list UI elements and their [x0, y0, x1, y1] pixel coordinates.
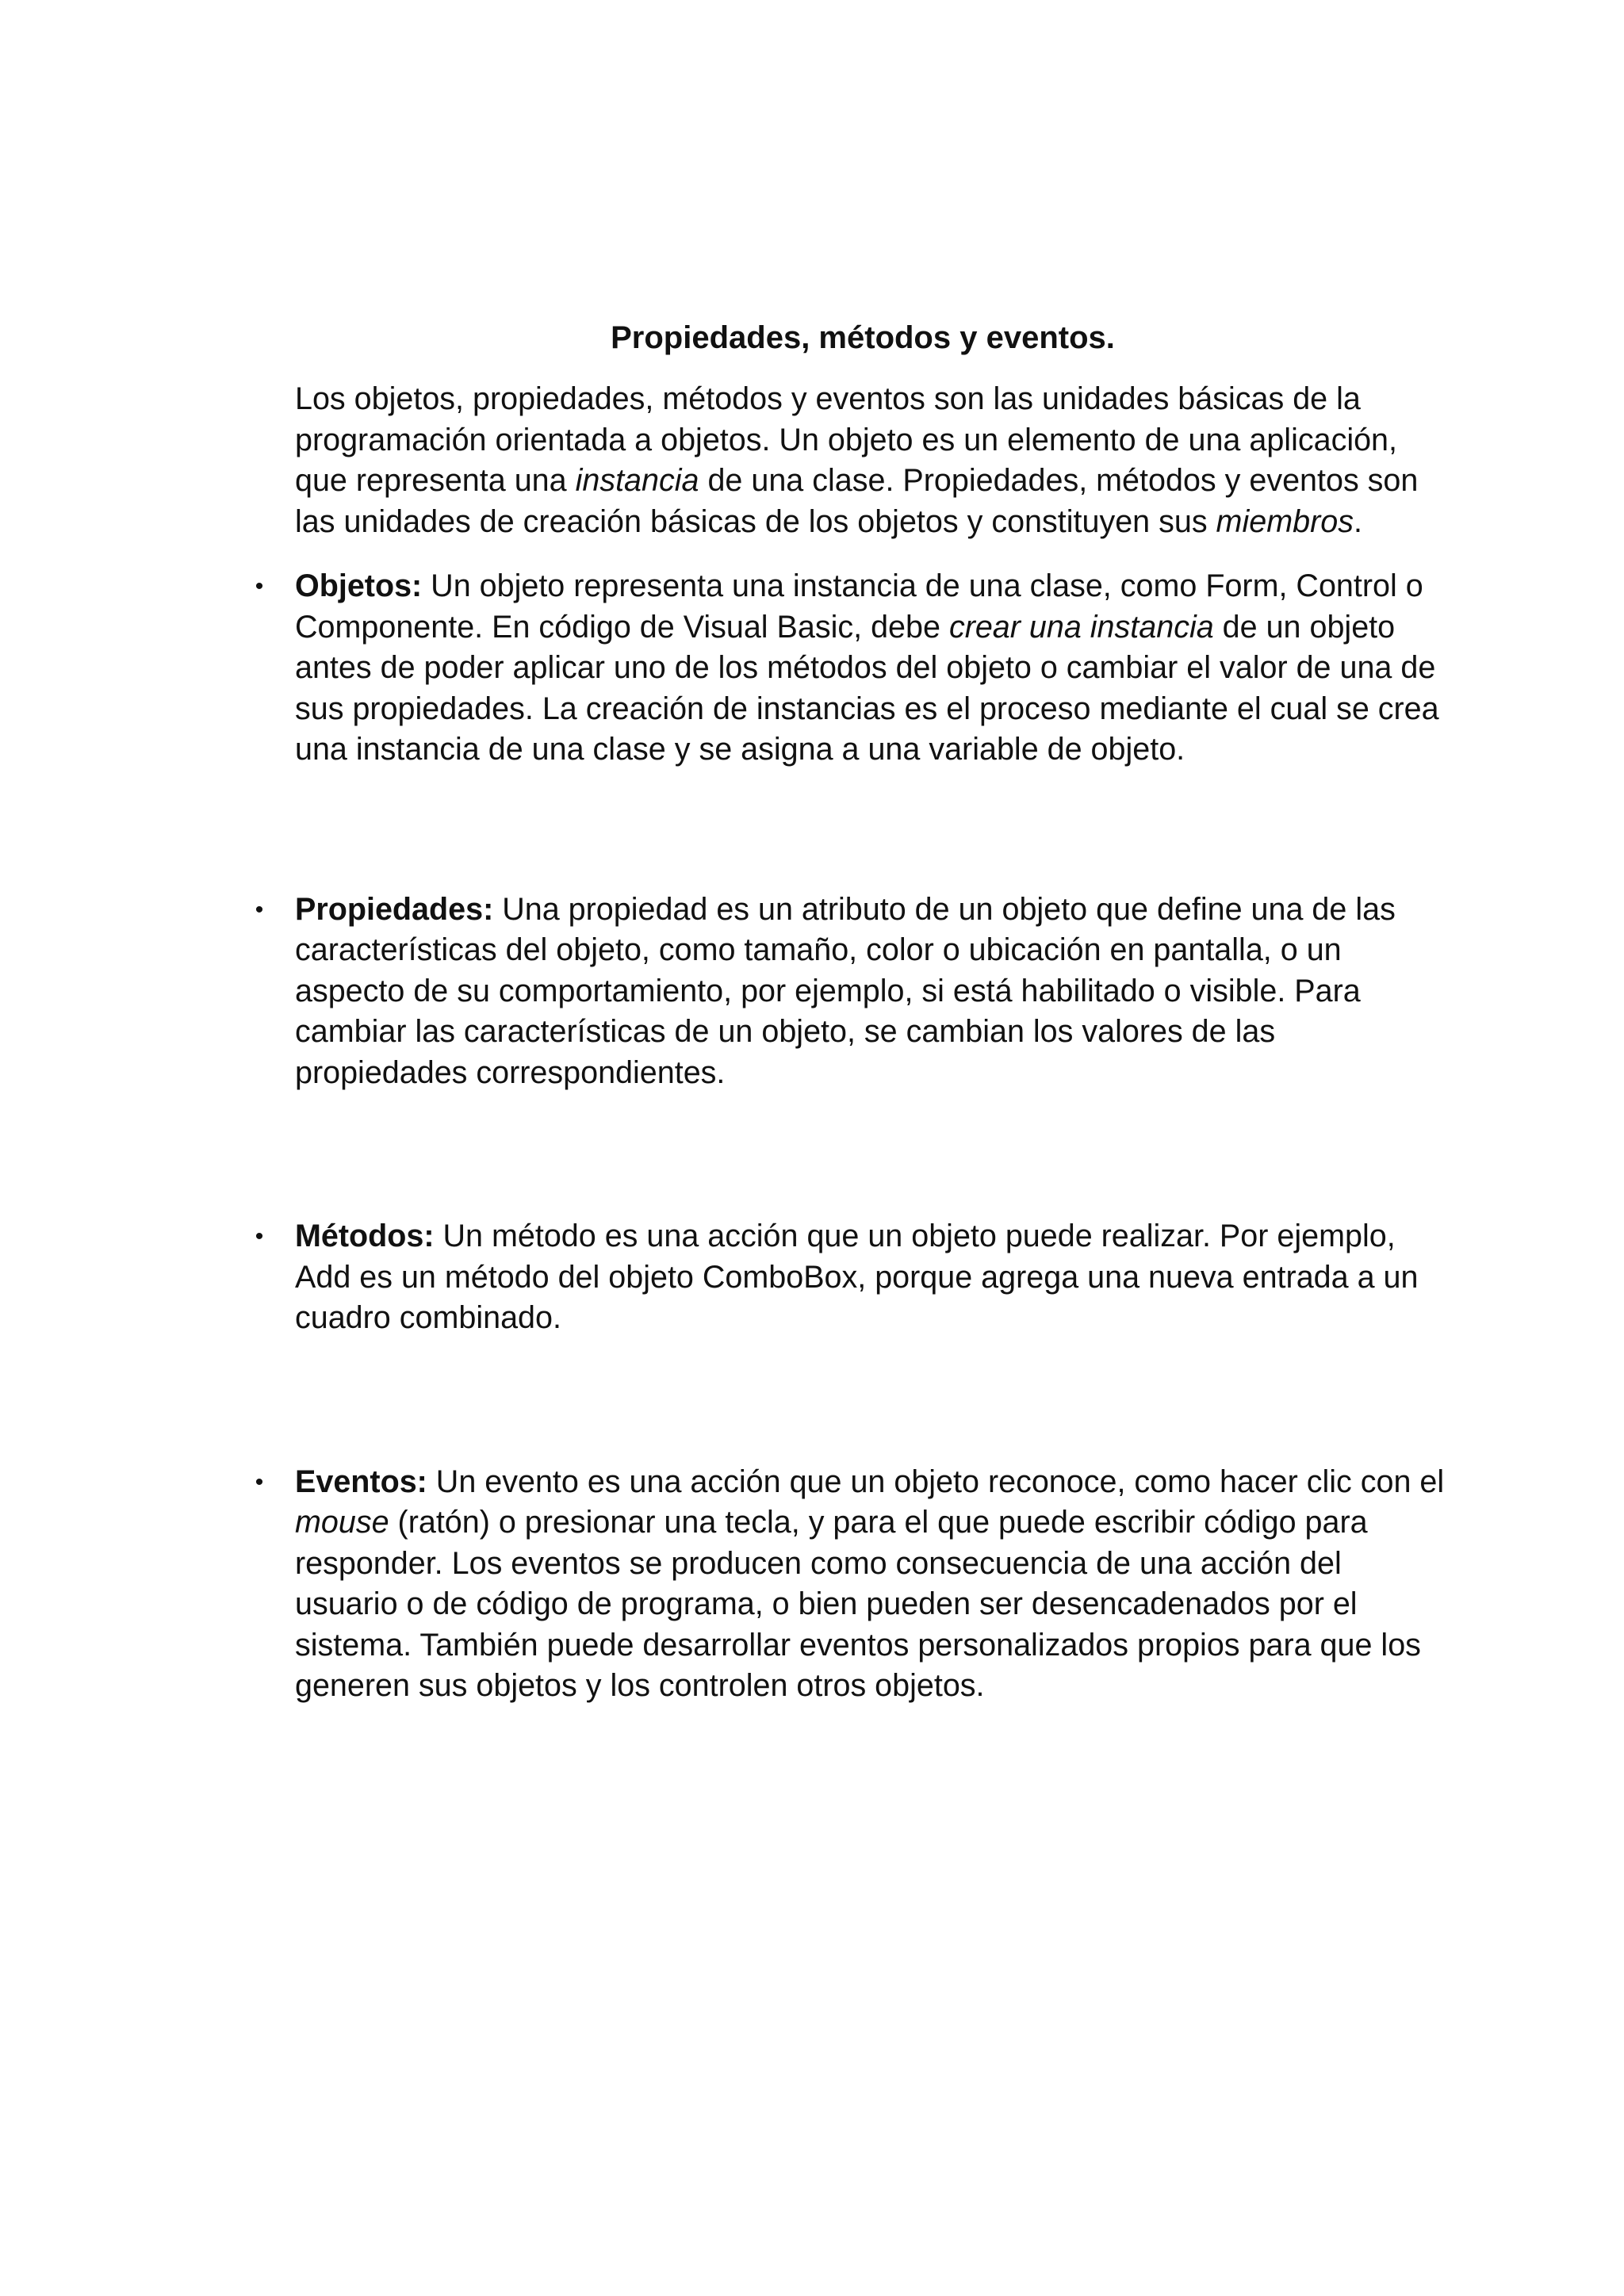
document-title: Propiedades, métodos y eventos.: [611, 320, 1115, 355]
list-item-propiedades: [255, 890, 1453, 1094]
term-metodos: Métodos:: [295, 1219, 435, 1253]
list-item-objetos: [255, 566, 1453, 771]
bullet-icon: •: [255, 1468, 264, 1495]
eventos-italic-mouse: mouse: [295, 1505, 389, 1540]
bullet-icon: •: [255, 573, 264, 599]
objetos-text-1: Un objeto representa una instancia de una clase, como Form, Control o Componente. En código de Visual Basic, debe: [295, 568, 1423, 645]
metodos-text: Un método es una acción que un objeto puede realizar. Por ejemplo, Add es un método del objeto ComboBox, porque agrega una nueva entrada a un cuadro combinado.: [295, 1219, 1419, 1335]
term-eventos: Eventos:: [295, 1464, 427, 1499]
bullet-icon: •: [255, 1223, 264, 1249]
intro-text-3: .: [1353, 503, 1362, 539]
list-item-text: [295, 1462, 1453, 1707]
eventos-text-2: (ratón) o presionar una tecla, y para el que puede escribir código para responder. Los eventos se producen como consecuencia de una acción del usuario o de código de programa, o bien pueden ser desencadenados por el sistema. También puede desarrollar eventos personalizados propios para que los generen sus objetos y los controlen otros objetos.: [295, 1505, 1421, 1703]
eventos-text-1: Un evento es una acción que un objeto reconoce, como hacer clic con el: [427, 1464, 1445, 1499]
list-item-text: [295, 1216, 1453, 1339]
list-item-text: [295, 890, 1453, 1094]
intro-paragraph: [295, 379, 1453, 542]
document-body: [255, 379, 1453, 1707]
list-item-text: [295, 566, 1453, 771]
intro-text-1: Los objetos, propiedades, métodos y eventos son las unidades básicas de la programación orientada a objetos. Un objeto es un elemento de una aplicación, que representa una: [295, 381, 1398, 498]
list-item-metodos: [255, 1216, 1453, 1339]
bullet-icon: •: [255, 896, 264, 923]
term-objetos: Objetos:: [295, 568, 423, 603]
intro-text-2: de una clase. Propiedades, métodos y eventos son las unidades de creación básicas de los objetos y constituyen sus: [295, 463, 1419, 539]
intro-italic-instancia: instancia: [575, 463, 699, 498]
intro-italic-miembros: miembros: [1216, 503, 1354, 539]
propiedades-text: Una propiedad es un atributo de un objeto que define una de las características del objeto, como tamaño, color o ubicación en pantalla, o un aspecto de su comportamiento, por ejemplo, si está habilitado o visible. Para cambiar las características de un objeto, se cambian los valores de las propiedades correspondientes.: [295, 891, 1396, 1090]
term-propiedades: Propiedades:: [295, 891, 494, 927]
objetos-text-2: de un objeto antes de poder aplicar uno de los métodos del objeto o cambiar el valor de una de sus propiedades. La creación de instancias es el proceso mediante el cual se crea una instancia de una clase y se asigna a una variable de objeto.: [295, 609, 1439, 767]
list-item-eventos: [255, 1462, 1453, 1707]
objetos-italic: crear una instancia: [948, 609, 1214, 645]
